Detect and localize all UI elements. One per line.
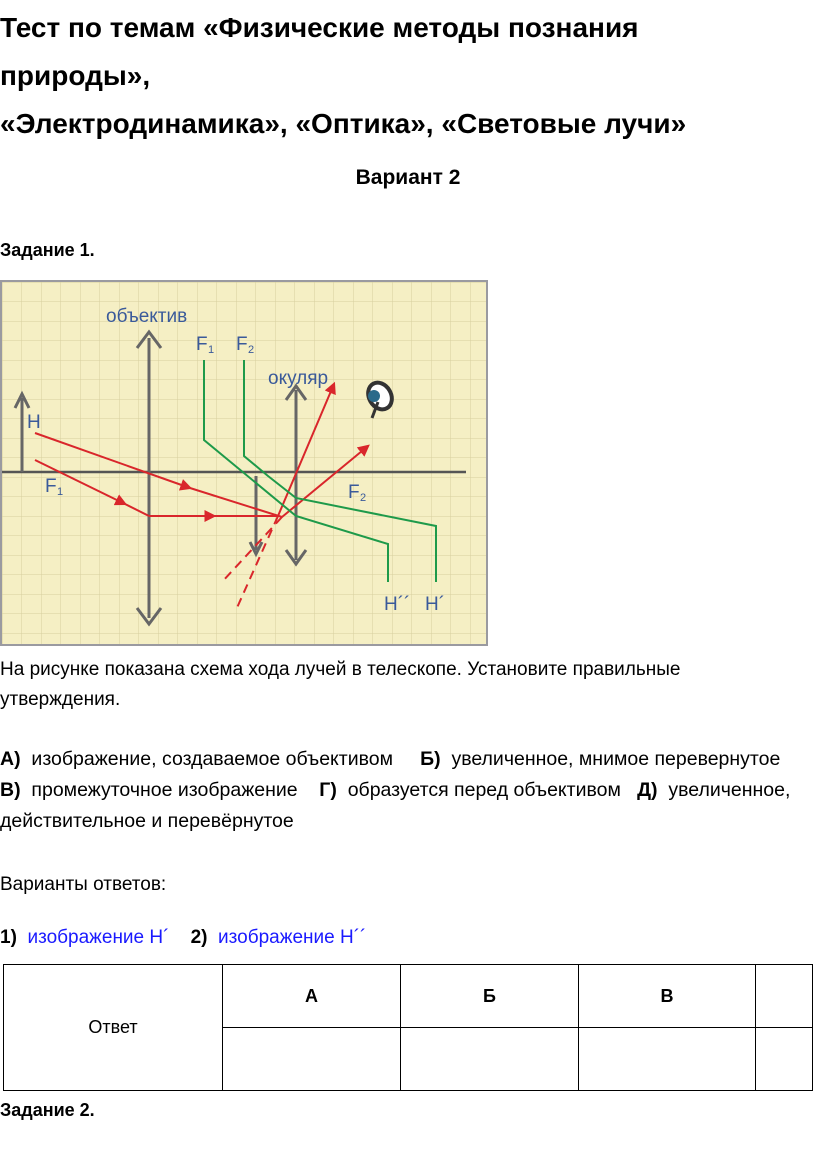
question-line-1: На рисунке показана схема хода лучей в телескопе. Установите правильные [0,659,681,680]
statement-v-text: промежуточное изображение [31,779,298,801]
column-header-extra [756,965,813,1028]
statement-d-text: увеличенное, действительное и перевёрнутое [0,779,791,832]
question-text [0,655,800,715]
statement-a-letter: А) [0,748,21,770]
answer-row-label: Ответ [4,965,223,1091]
statement-b-text: увеличенное, мнимое перевернутое [451,748,781,770]
label-f1-left-sub: 1 [57,486,64,498]
answer-option-2-num: 2) [190,927,208,948]
answer-cell-b[interactable] [401,1028,579,1091]
label-f1-left: F [45,476,57,497]
question-line-2: утверждения. [0,689,121,710]
answer-cell-extra[interactable] [756,1028,813,1091]
label-h-prime: H´ [425,594,446,615]
answer-cell-v[interactable] [579,1028,756,1091]
column-header-a: А [223,965,401,1028]
label-f2-right: F [348,482,360,503]
label-h-double-prime: H´´ [384,594,411,615]
statements [0,744,812,837]
task-2-heading: Задание 2. [0,1100,95,1120]
telescope-diagram-svg [0,280,489,646]
page-title [0,4,812,148]
title-line-1: Тест по темам «Физические методы познания [0,12,639,43]
title-line-3: «Электродинамика», «Оптика», «Световые лучи» [0,108,687,139]
answer-option-1-text: изображение H´ [27,927,170,948]
column-header-b: Б [401,965,579,1028]
answers-heading: Варианты ответов: [0,874,167,895]
label-f2-top-sub: 2 [248,344,255,356]
label-eyepiece: окуляр [268,368,329,389]
label-f1-top-sub: 1 [208,344,215,356]
statement-g-text: образуется перед объективом [347,779,621,801]
label-h: H [27,412,41,433]
label-f2-top: F [236,334,248,355]
answer-option-1-num: 1) [0,927,17,948]
statement-g-letter: Г) [319,779,337,801]
title-line-2: природы», [0,60,151,91]
label-f1-top: F [196,334,208,355]
statement-v-letter: В) [0,779,21,801]
answer-options [0,927,366,949]
answer-cell-a[interactable] [223,1028,401,1091]
statement-b-letter: Б) [420,748,441,770]
label-f2-right-sub: 2 [360,492,367,504]
answer-table [3,964,813,1091]
label-objective: объектив [106,306,188,327]
task-1-heading: Задание 1. [0,240,95,260]
answer-option-2-text: изображение H´´ [218,927,367,948]
statement-a-text: изображение, создаваемое объективом [31,748,394,770]
telescope-diagram [0,280,489,646]
statement-d-letter: Д) [637,779,658,801]
variant-title: Вариант 2 [355,166,461,189]
column-header-v: В [579,965,756,1028]
